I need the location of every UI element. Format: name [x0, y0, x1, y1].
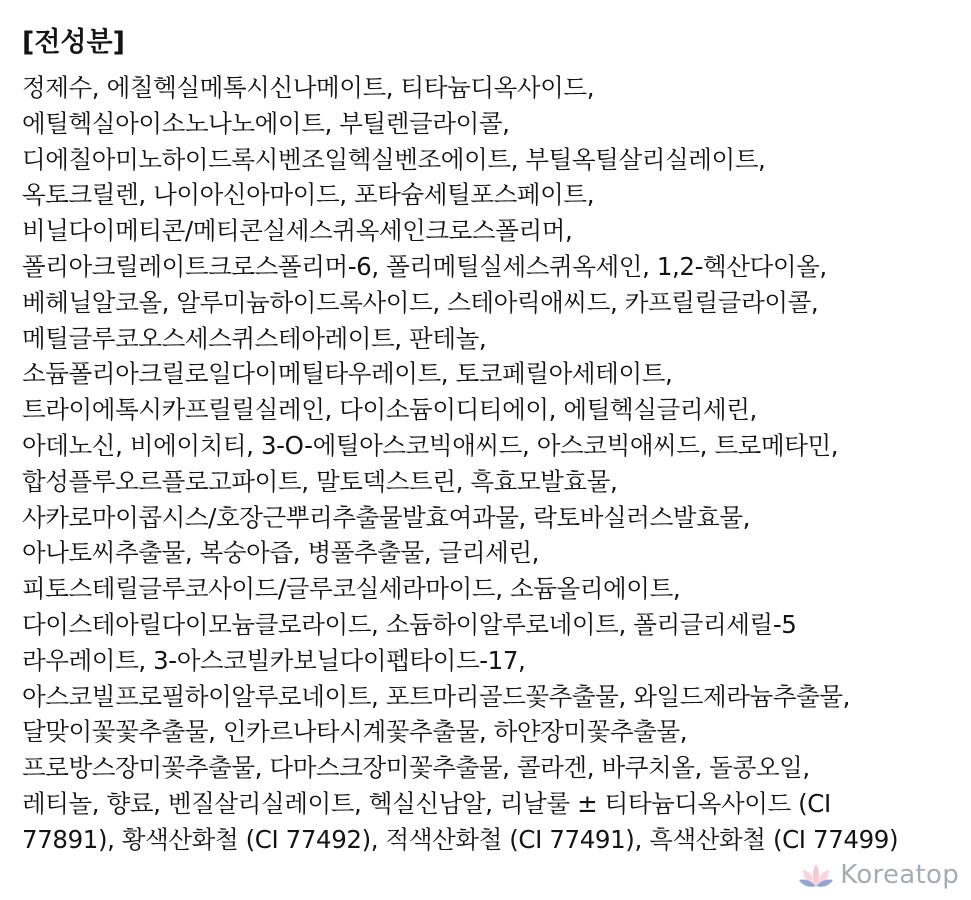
ingredient-line: 비닐다이메티콘/메티콘실세스퀴옥세인크로스폴리머, — [22, 216, 573, 246]
ingredient-line: 디에칠아미노하이드록시벤조일헥실벤조에이트, 부틸옥틸살리실레이트, — [22, 144, 766, 174]
ingredient-line: 트라이에톡시카프릴릴실레인, 다이소듐이디티에이, 에틸헥실글리세린, — [22, 395, 757, 425]
watermark — [798, 860, 959, 890]
ingredient-line: 메틸글루코오스세스퀴스테아레이트, 판테놀, — [22, 323, 487, 353]
ingredient-line: 77891), 황색산화철 (CI 77492), 적색산화철 (CI 77491), 흑색산화철 (CI 77499) — [22, 824, 899, 854]
ingredient-line: 라우레이트, 3-아스코빌카보닐다이펩타이드-17, — [22, 645, 526, 675]
watermark-text: Koreatop — [840, 860, 959, 890]
ingredient-list — [22, 70, 952, 858]
ingredient-line: 피토스테릴글루코사이드/글루코실세라마이드, 소듐올리에이트, — [22, 574, 681, 604]
ingredient-line: 레티놀, 향료, 벤질살리실레이트, 헥실신남알, 리날룰 ± 티타늄디옥사이드 (CI — [22, 788, 831, 818]
ingredient-line: 합성플루오르플로고파이트, 말토덱스트린, 흑효모발효물, — [22, 466, 618, 496]
ingredient-line: 프로방스장미꽃추출물, 다마스크장미꽃추출물, 콜라겐, 바쿠치올, 돌콩오일, — [22, 753, 810, 783]
document-title: [전성분] — [22, 27, 125, 58]
ingredient-line: 에틸헥실아이소노나노에이트, 부틸렌글라이콜, — [22, 108, 510, 138]
ingredient-line: 폴리아크릴레이트크로스폴리머-6, 폴리메틸실세스퀴옥세인, 1,2-헥산다이올, — [22, 251, 827, 281]
ingredient-line: 옥토크릴렌, 나이아신아마이드, 포타슘세틸포스페이트, — [22, 180, 595, 210]
ingredient-line: 정제수, 에칠헥실메톡시신나메이트, 티타늄디옥사이드, — [22, 73, 595, 102]
ingredient-line: 아데노신, 비에이치티, 3-O-에틸아스코빅애씨드, 아스코빅애씨드, 트로메타민, — [22, 430, 839, 460]
ingredient-line: 아스코빌프로필하이알루로네이트, 포트마리골드꽃추출물, 와일드제라늄추출물, — [22, 681, 851, 711]
ingredient-line: 다이스테아릴다이모늄클로라이드, 소듐하이알루로네이트, 폴리글리세릴-5 — [22, 609, 797, 639]
ingredient-line: 사카로마이콥시스/호장근뿌리추출물발효여과물, 락토바실러스발효물, — [22, 502, 751, 532]
lotus-icon — [798, 860, 834, 890]
ingredient-line: 달맞이꽃꽃추출물, 인카르나타시계꽃추출물, 하얀장미꽃추출물, — [22, 717, 688, 747]
ingredient-line: 베헤닐알코올, 알루미늄하이드록사이드, 스테아릭애씨드, 카프릴릴글라이콜, — [22, 287, 819, 317]
ingredients-document — [22, 22, 952, 858]
ingredient-line: 소듐폴리아크릴로일다이메틸타우레이트, 토코페릴아세테이트, — [22, 359, 673, 389]
ingredient-line: 아나토씨추출물, 복숭아즙, 병풀추출물, 글리세린, — [22, 538, 540, 568]
